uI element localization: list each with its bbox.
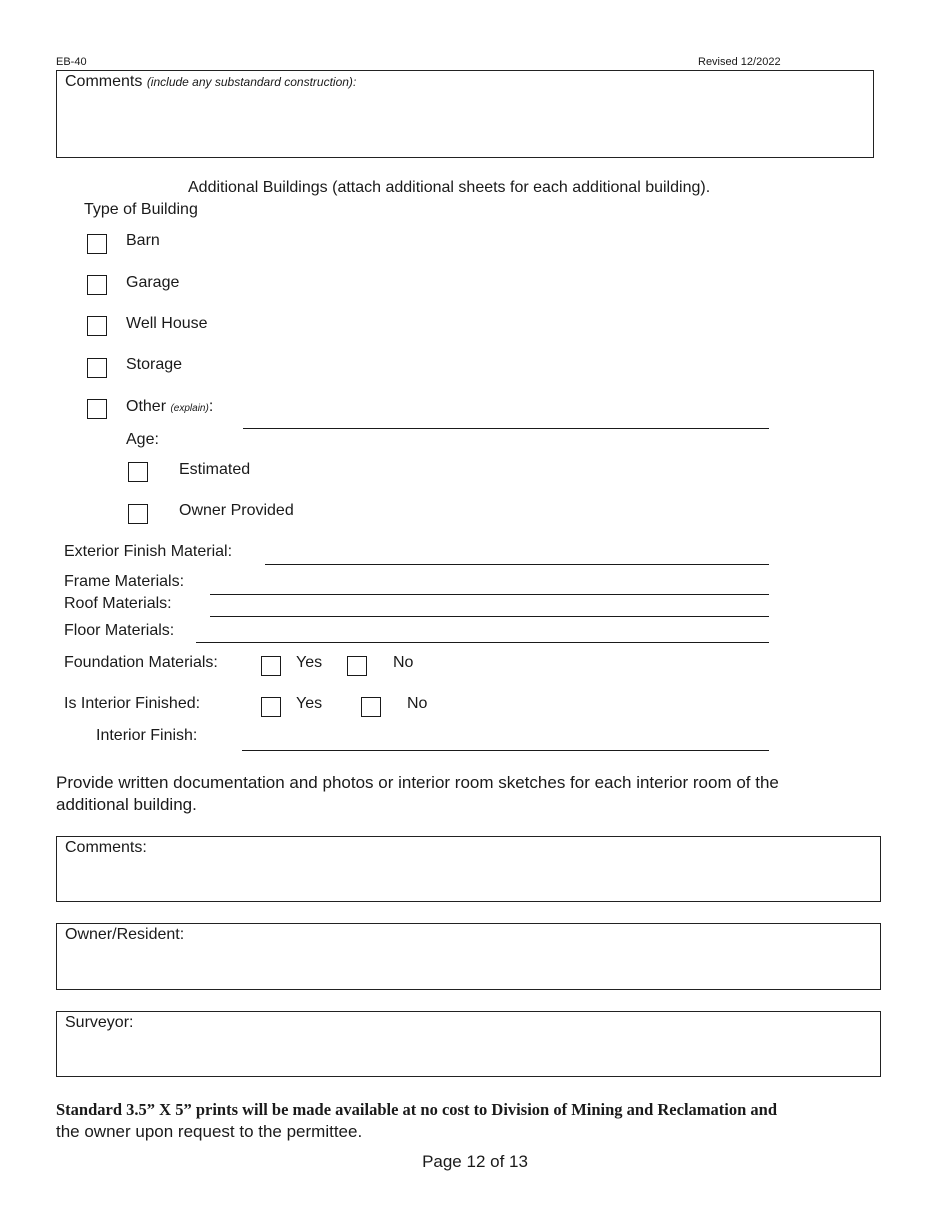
prints-note-normal: the owner upon request to the permittee.	[56, 1122, 363, 1141]
other-label: Other (explain):	[126, 398, 214, 415]
interior-no-checkbox[interactable]	[361, 697, 381, 717]
instructions: Provide written documentation and photos or interior room sketches for each interior room of the additional building.	[56, 773, 779, 814]
well-house-label: Well House	[126, 315, 208, 332]
interior-finish-label: Interior Finish:	[96, 727, 198, 744]
barn-checkbox[interactable]	[87, 234, 107, 254]
prints-note-bold: Standard 3.5” X 5” prints will be made available at no cost to Division of Mining and Reclamation and	[56, 1100, 778, 1119]
floor-materials-line[interactable]	[196, 642, 769, 643]
estimated-label: Estimated	[179, 461, 251, 478]
surveyor-label: Surveyor:	[65, 1014, 134, 1031]
comments-label: Comments:	[65, 839, 147, 856]
other-checkbox[interactable]	[87, 399, 107, 419]
well-house-checkbox[interactable]	[87, 316, 107, 336]
foundation-label: Foundation Materials:	[64, 654, 218, 671]
revision-date: Revised 12/2022	[698, 56, 781, 68]
other-explain-line[interactable]	[243, 428, 769, 429]
owner-provided-checkbox[interactable]	[128, 504, 148, 524]
interior-no-label: No	[407, 695, 428, 712]
page-number: Page 12 of 13	[422, 1152, 528, 1171]
foundation-yes-label: Yes	[296, 654, 323, 671]
estimated-checkbox[interactable]	[128, 462, 148, 482]
surveyor-box[interactable]	[56, 1011, 881, 1077]
section-title-note: (attach additional sheets for each additional building).	[332, 179, 711, 196]
frame-materials-line[interactable]	[210, 594, 769, 595]
section-title: Additional Buildings (attach additional sheets for each additional building).	[188, 179, 711, 196]
foundation-yes-checkbox[interactable]	[261, 656, 281, 676]
interior-finish-line[interactable]	[242, 750, 769, 751]
exterior-finish-label: Exterior Finish Material:	[64, 543, 233, 560]
storage-label: Storage	[126, 356, 183, 373]
interior-yes-label: Yes	[296, 695, 323, 712]
type-of-building-label: Type of Building	[84, 201, 198, 218]
garage-label: Garage	[126, 274, 180, 291]
roof-materials-line[interactable]	[210, 616, 769, 617]
exterior-finish-line[interactable]	[265, 564, 769, 565]
comments-top-box[interactable]	[56, 70, 874, 158]
comments-top-label: Comments (include any substandard construction):	[65, 73, 357, 90]
owner-resident-box[interactable]	[56, 923, 881, 990]
age-label: Age:	[126, 431, 159, 448]
frame-materials-label: Frame Materials:	[64, 573, 185, 590]
comments-box[interactable]	[56, 836, 881, 902]
barn-label: Barn	[126, 232, 160, 249]
form-id: EB-40	[56, 56, 87, 68]
floor-materials-label: Floor Materials:	[64, 622, 175, 639]
roof-materials-label: Roof Materials:	[64, 595, 172, 612]
garage-checkbox[interactable]	[87, 275, 107, 295]
storage-checkbox[interactable]	[87, 358, 107, 378]
interior-yes-checkbox[interactable]	[261, 697, 281, 717]
foundation-no-label: No	[393, 654, 414, 671]
foundation-no-checkbox[interactable]	[347, 656, 367, 676]
comments-top-hint: (include any substandard construction)	[146, 75, 353, 89]
prints-note	[56, 1099, 777, 1143]
owner-resident-label: Owner/Resident:	[65, 926, 185, 943]
other-hint: (explain)	[170, 403, 209, 414]
owner-provided-label: Owner Provided	[179, 502, 294, 519]
interior-finished-label: Is Interior Finished:	[64, 695, 201, 712]
